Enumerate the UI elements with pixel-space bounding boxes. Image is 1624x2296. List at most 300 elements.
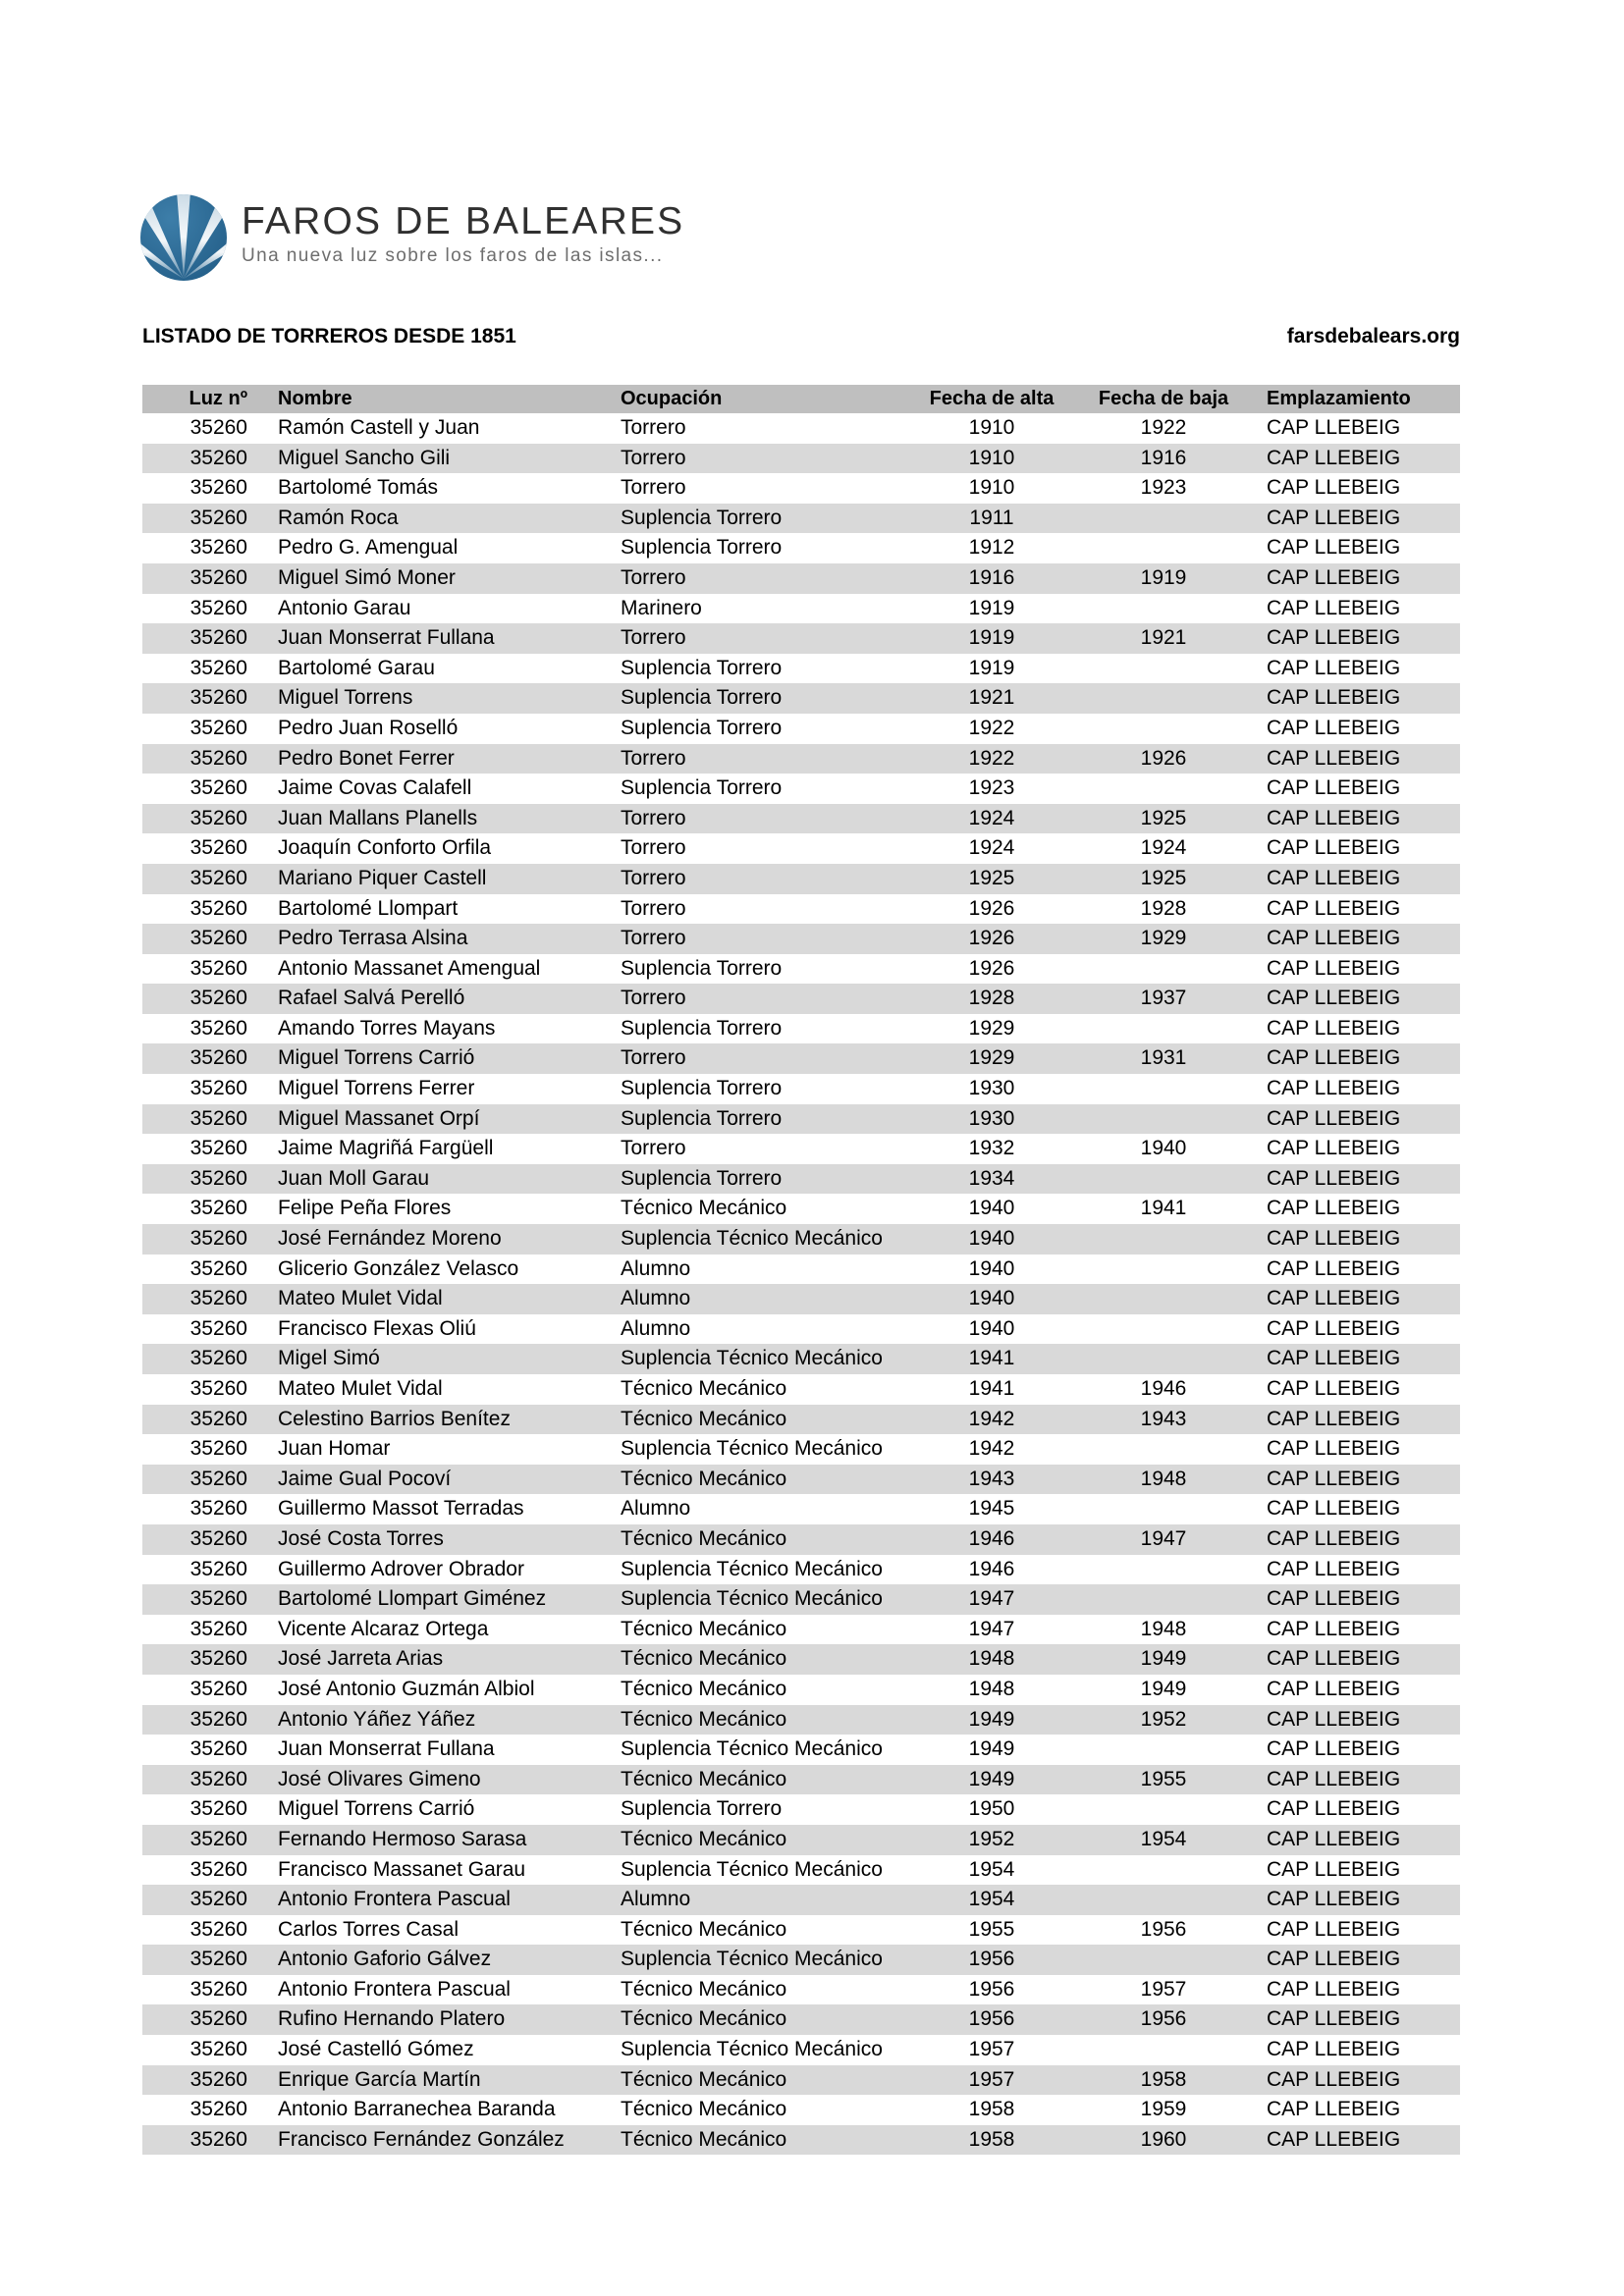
table-row [142,1074,1460,1104]
cell-lugar: CAP LLEBEIG [1267,1287,1401,1310]
cell-alta: 1940 [968,1316,1015,1340]
cell-alta: 1940 [968,1256,1015,1280]
cell-lugar: CAP LLEBEIG [1267,1046,1401,1070]
cell-ocupacion: Técnico Mecánico [621,1467,787,1490]
cell-ocupacion: Torrero [621,987,686,1010]
logo-text [242,194,684,267]
cell-ocupacion: Marinero [621,596,702,619]
cell-nombre: Juan Moll Garau [278,1166,430,1190]
cell-nombre: Miguel Torrens Carrió [278,1046,475,1070]
cell-luz: 35260 [189,776,247,800]
cell-alta: 1948 [968,1647,1015,1671]
cell-lugar: CAP LLEBEIG [1267,716,1401,739]
cell-nombre: Amando Torres Mayans [278,1016,496,1040]
cell-luz: 35260 [189,1888,247,1911]
cell-alta: 1954 [968,1888,1015,1911]
cell-baja [1060,2035,1267,2065]
cell-nombre: Pedro Juan Roselló [278,716,459,739]
cell-ocupacion: Suplencia Torrero [621,1016,783,1040]
cell-nombre: Pedro Bonet Ferrer [278,746,455,770]
table-row [142,864,1460,894]
cell-alta: 1912 [968,536,1015,560]
cell-ocupacion: Suplencia Técnico Mecánico [621,1227,883,1251]
cell-lugar: CAP LLEBEIG [1267,746,1401,770]
cell-luz: 35260 [189,1587,247,1611]
table-row [142,1284,1460,1314]
table-row [142,1104,1460,1135]
cell-alta: 1941 [968,1377,1015,1400]
cell-baja: 1960 [1140,2127,1187,2151]
column-header-emplazamiento: Emplazamiento [1267,385,1460,413]
cell-ocupacion: Torrero [621,1046,686,1070]
torreros-table [142,385,1460,2155]
table-body [142,413,1460,2155]
cell-ocupacion: Técnico Mecánico [621,1977,787,2001]
table-row [142,1765,1460,1795]
column-header-ocupacion: Ocupación [604,385,923,413]
cell-lugar: CAP LLEBEIG [1267,2038,1401,2061]
table-row [142,1134,1460,1164]
column-header-nombre: Nombre [265,385,604,413]
cell-nombre: Francisco Massanet Garau [278,1857,526,1881]
cell-baja: 1948 [1140,1467,1187,1490]
cell-lugar: CAP LLEBEIG [1267,1917,1401,1941]
cell-ocupacion: Torrero [621,626,686,650]
cell-lugar: CAP LLEBEIG [1267,1016,1401,1040]
cell-nombre: Enrique García Martín [278,2067,481,2091]
cell-luz: 35260 [189,1407,247,1430]
cell-lugar: CAP LLEBEIG [1267,1827,1401,1850]
cell-baja: 1956 [1140,2007,1187,2031]
cell-ocupacion: Suplencia Torrero [621,656,783,679]
cell-luz: 35260 [189,1016,247,1040]
cell-baja [1060,594,1267,624]
cell-ocupacion: Técnico Mecánico [621,1917,787,1941]
cell-ocupacion: Torrero [621,896,686,920]
cell-nombre: Vicente Alcaraz Ortega [278,1617,489,1640]
cell-lugar: CAP LLEBEIG [1267,1677,1401,1700]
cell-ocupacion: Suplencia Torrero [621,1166,783,1190]
logo [140,194,684,281]
cell-nombre: Mateo Mulet Vidal [278,1287,443,1310]
page-title: LISTADO DE TORREROS DESDE 1851 [142,325,516,347]
cell-nombre: Jaime Gual Pocoví [278,1467,452,1490]
cell-lugar: CAP LLEBEIG [1267,1617,1401,1640]
table-row [142,563,1460,594]
cell-alta: 1930 [968,1106,1015,1130]
table-row [142,1825,1460,1855]
table-row [142,1855,1460,1886]
cell-baja: 1949 [1140,1647,1187,1671]
cell-nombre: Rufino Hernando Platero [278,2007,506,2031]
cell-nombre: Miguel Torrens Carrió [278,1797,475,1821]
cell-baja [1060,504,1267,534]
cell-ocupacion: Torrero [621,836,686,860]
cell-baja: 1940 [1140,1137,1187,1160]
cell-luz: 35260 [189,626,247,650]
cell-alta: 1941 [968,1347,1015,1370]
cell-nombre: Miguel Simó Moner [278,565,456,589]
cell-baja [1060,1735,1267,1765]
cell-baja: 1919 [1140,565,1187,589]
cell-lugar: CAP LLEBEIG [1267,1437,1401,1461]
cell-ocupacion: Suplencia Torrero [621,686,783,710]
table-row [142,1975,1460,2005]
cell-alta: 1940 [968,1227,1015,1251]
cell-lugar: CAP LLEBEIG [1267,1707,1401,1731]
table-row [142,1374,1460,1405]
cell-ocupacion: Alumno [621,1316,691,1340]
cell-luz: 35260 [189,836,247,860]
table-row [142,954,1460,985]
cell-luz: 35260 [189,1077,247,1100]
cell-nombre: Antonio Frontera Pascual [278,1977,511,2001]
cell-ocupacion: Suplencia Torrero [621,1077,783,1100]
cell-baja [1060,1104,1267,1135]
cell-lugar: CAP LLEBEIG [1267,1106,1401,1130]
cell-luz: 35260 [189,1917,247,1941]
cell-lugar: CAP LLEBEIG [1267,1227,1401,1251]
table-row [142,774,1460,804]
table-row [142,444,1460,474]
table-header-row [142,385,1460,413]
cell-nombre: Francisco Fernández González [278,2127,565,2151]
cell-baja: 1925 [1140,866,1187,889]
table-row [142,1644,1460,1675]
table-row [142,1224,1460,1255]
table-row [142,1043,1460,1074]
cell-lugar: CAP LLEBEIG [1267,1377,1401,1400]
table-row [142,533,1460,563]
cell-luz: 35260 [189,1106,247,1130]
cell-baja: 1916 [1140,446,1187,469]
cell-lugar: CAP LLEBEIG [1267,956,1401,980]
table-row [142,1615,1460,1645]
cell-alta: 1949 [968,1767,1015,1790]
cell-luz: 35260 [189,2067,247,2091]
cell-ocupacion: Suplencia Torrero [621,716,783,739]
cell-lugar: CAP LLEBEIG [1267,626,1401,650]
cell-luz: 35260 [189,1467,247,1490]
cell-alta: 1940 [968,1197,1015,1220]
cell-baja: 1923 [1140,476,1187,500]
cell-lugar: CAP LLEBEIG [1267,565,1401,589]
cell-alta: 1921 [968,686,1015,710]
cell-lugar: CAP LLEBEIG [1267,866,1401,889]
cell-baja: 1946 [1140,1377,1187,1400]
cell-ocupacion: Técnico Mecánico [621,1707,787,1731]
cell-alta: 1923 [968,776,1015,800]
table-row [142,2095,1460,2125]
table-row [142,714,1460,744]
cell-lugar: CAP LLEBEIG [1267,1256,1401,1280]
cell-baja: 1947 [1140,1526,1187,1550]
lighthouse-beams-icon [140,194,227,281]
cell-baja: 1922 [1140,416,1187,439]
cell-luz: 35260 [189,1347,247,1370]
cell-luz: 35260 [189,1827,247,1850]
cell-lugar: CAP LLEBEIG [1267,806,1401,829]
cell-alta: 1911 [969,506,1014,529]
cell-nombre: Joaquín Conforto Orfila [278,836,492,860]
cell-baja: 1952 [1140,1707,1187,1731]
cell-luz: 35260 [189,987,247,1010]
cell-lugar: CAP LLEBEIG [1267,1888,1401,1911]
cell-lugar: CAP LLEBEIG [1267,536,1401,560]
cell-nombre: José Costa Torres [278,1526,444,1550]
table-row [142,1194,1460,1224]
cell-luz: 35260 [189,1287,247,1310]
cell-ocupacion: Alumno [621,1888,691,1911]
cell-luz: 35260 [189,716,247,739]
cell-luz: 35260 [189,927,247,950]
cell-baja [1060,1284,1267,1314]
cell-ocupacion: Suplencia Torrero [621,956,783,980]
cell-luz: 35260 [189,565,247,589]
cell-lugar: CAP LLEBEIG [1267,896,1401,920]
cell-alta: 1924 [968,806,1015,829]
cell-nombre: Pedro G. Amengual [278,536,459,560]
cell-alta: 1950 [968,1797,1015,1821]
table-row [142,1255,1460,1285]
table-row [142,413,1460,444]
cell-nombre: Rafael Salvá Perelló [278,987,465,1010]
cell-alta: 1910 [968,446,1015,469]
cell-baja: 1955 [1140,1767,1187,1790]
cell-alta: 1929 [968,1016,1015,1040]
cell-nombre: Francisco Flexas Oliú [278,1316,476,1340]
cell-luz: 35260 [189,746,247,770]
cell-lugar: CAP LLEBEIG [1267,1166,1401,1190]
cell-nombre: Bartolomé Llompart [278,896,459,920]
cell-ocupacion: Alumno [621,1287,691,1310]
cell-luz: 35260 [189,446,247,469]
cell-baja: 1941 [1140,1197,1187,1220]
table-row [142,1945,1460,1975]
cell-lugar: CAP LLEBEIG [1267,836,1401,860]
cell-nombre: José Olivares Gimeno [278,1767,481,1790]
cell-luz: 35260 [189,1857,247,1881]
cell-luz: 35260 [189,1977,247,2001]
cell-luz: 35260 [189,1197,247,1220]
cell-lugar: CAP LLEBEIG [1267,1857,1401,1881]
table-row [142,654,1460,684]
cell-luz: 35260 [189,2007,247,2031]
cell-baja: 1943 [1140,1407,1187,1430]
cell-ocupacion: Suplencia Técnico Mecánico [621,1948,883,1971]
cell-alta: 1924 [968,836,1015,860]
table-row [142,1524,1460,1555]
cell-lugar: CAP LLEBEIG [1267,686,1401,710]
cell-baja: 1925 [1140,806,1187,829]
cell-baja [1060,1855,1267,1886]
cell-alta: 1949 [968,1737,1015,1761]
cell-lugar: CAP LLEBEIG [1267,476,1401,500]
cell-baja [1060,1885,1267,1915]
cell-nombre: Miguel Torrens Ferrer [278,1077,475,1100]
cell-nombre: Glicerio González Velasco [278,1256,519,1280]
cell-nombre: Antonio Yáñez Yáñez [278,1707,476,1731]
cell-lugar: CAP LLEBEIG [1267,1497,1401,1521]
cell-luz: 35260 [189,956,247,980]
cell-baja: 1929 [1140,927,1187,950]
cell-nombre: Antonio Garau [278,596,411,619]
cell-luz: 35260 [189,1707,247,1731]
cell-ocupacion: Torrero [621,476,686,500]
cell-alta: 1925 [968,866,1015,889]
cell-nombre: Jaime Magriñá Fargüell [278,1137,494,1160]
cell-alta: 1947 [968,1617,1015,1640]
cell-alta: 1928 [968,987,1015,1010]
table-row [142,1164,1460,1195]
table-row [142,833,1460,864]
cell-alta: 1934 [968,1166,1015,1190]
table-row [142,1675,1460,1705]
table-row [142,2125,1460,2156]
table-row [142,1555,1460,1585]
cell-nombre: Bartolomé Tomás [278,476,439,500]
cell-alta: 1919 [968,656,1015,679]
cell-lugar: CAP LLEBEIG [1267,2067,1401,2091]
cell-nombre: Carlos Torres Casal [278,1917,460,1941]
cell-ocupacion: Suplencia Torrero [621,536,783,560]
cell-lugar: CAP LLEBEIG [1267,1797,1401,1821]
cell-alta: 1942 [968,1437,1015,1461]
cell-alta: 1952 [968,1827,1015,1850]
table-row [142,1735,1460,1765]
cell-alta: 1946 [968,1557,1015,1580]
cell-lugar: CAP LLEBEIG [1267,1977,1401,2001]
cell-baja [1060,954,1267,985]
table-row [142,1014,1460,1044]
cell-alta: 1926 [968,956,1015,980]
table-row [142,894,1460,925]
cell-nombre: Migel Simó [278,1347,380,1370]
cell-baja: 1937 [1140,987,1187,1010]
column-header-fecha-alta: Fecha de alta [923,385,1060,413]
table-row [142,2035,1460,2065]
cell-luz: 35260 [189,1557,247,1580]
website-text: farsdebalears.org [1286,325,1460,347]
cell-ocupacion: Suplencia Técnico Mecánico [621,2038,883,2061]
table-row [142,1584,1460,1615]
cell-baja [1060,1344,1267,1374]
cell-baja: 1954 [1140,1827,1187,1850]
cell-alta: 1957 [968,2038,1015,2061]
cell-alta: 1956 [968,1977,1015,2001]
cell-luz: 35260 [189,416,247,439]
cell-ocupacion: Técnico Mecánico [621,2007,787,2031]
table-row [142,984,1460,1014]
cell-alta: 1943 [968,1467,1015,1490]
cell-lugar: CAP LLEBEIG [1267,1737,1401,1761]
column-header-luz: Luz nº [142,385,265,413]
cell-baja: 1949 [1140,1677,1187,1700]
cell-nombre: Mateo Mulet Vidal [278,1377,443,1400]
cell-luz: 35260 [189,896,247,920]
cell-lugar: CAP LLEBEIG [1267,1407,1401,1430]
cell-lugar: CAP LLEBEIG [1267,776,1401,800]
cell-baja [1060,774,1267,804]
cell-nombre: Bartolomé Garau [278,656,435,679]
cell-nombre: Miguel Torrens [278,686,413,710]
cell-ocupacion: Torrero [621,866,686,889]
cell-nombre: Ramón Castell y Juan [278,416,480,439]
cell-lugar: CAP LLEBEIG [1267,987,1401,1010]
cell-nombre: Antonio Massanet Amengual [278,956,541,980]
cell-lugar: CAP LLEBEIG [1267,1948,1401,1971]
cell-luz: 35260 [189,1677,247,1700]
cell-baja: 1931 [1140,1046,1187,1070]
cell-alta: 1956 [968,2007,1015,2031]
cell-nombre: Felipe Peña Flores [278,1197,452,1220]
cell-ocupacion: Suplencia Técnico Mecánico [621,1437,883,1461]
cell-nombre: Juan Homar [278,1437,391,1461]
cell-ocupacion: Técnico Mecánico [621,2098,787,2121]
table-row [142,924,1460,954]
cell-ocupacion: Técnico Mecánico [621,1407,787,1430]
cell-luz: 35260 [189,1377,247,1400]
cell-alta: 1958 [968,2098,1015,2121]
table-row [142,683,1460,714]
table-row [142,2065,1460,2096]
cell-ocupacion: Suplencia Torrero [621,506,783,529]
table-row [142,744,1460,774]
cell-baja [1060,1255,1267,1285]
cell-luz: 35260 [189,536,247,560]
cell-ocupacion: Técnico Mecánico [621,1647,787,1671]
cell-baja [1060,1794,1267,1825]
cell-nombre: Pedro Terrasa Alsina [278,927,468,950]
cell-lugar: CAP LLEBEIG [1267,1137,1401,1160]
cell-baja [1060,683,1267,714]
cell-lugar: CAP LLEBEIG [1267,1316,1401,1340]
cell-lugar: CAP LLEBEIG [1267,446,1401,469]
logo-subtitle: Una nueva luz sobre los faros de las islas... [242,244,664,266]
cell-alta: 1956 [968,1948,1015,1971]
cell-baja: 1926 [1140,746,1187,770]
cell-luz: 35260 [189,1137,247,1160]
cell-nombre: Miguel Massanet Orpí [278,1106,480,1130]
cell-luz: 35260 [189,1316,247,1340]
cell-lugar: CAP LLEBEIG [1267,1587,1401,1611]
cell-lugar: CAP LLEBEIG [1267,2127,1401,2151]
cell-ocupacion: Técnico Mecánico [621,1197,787,1220]
cell-baja: 1921 [1140,626,1187,650]
cell-baja [1060,1074,1267,1104]
cell-alta: 1910 [968,416,1015,439]
cell-luz: 35260 [189,1767,247,1790]
cell-alta: 1947 [968,1587,1015,1611]
cell-nombre: Ramón Roca [278,506,399,529]
table-row [142,804,1460,834]
cell-luz: 35260 [189,1227,247,1251]
table-row [142,1705,1460,1735]
cell-alta: 1942 [968,1407,1015,1430]
cell-ocupacion: Torrero [621,746,686,770]
cell-luz: 35260 [189,2127,247,2151]
table-row [142,594,1460,624]
cell-baja: 1924 [1140,836,1187,860]
cell-baja [1060,1945,1267,1975]
cell-alta: 1922 [968,716,1015,739]
document-header [142,325,1460,348]
column-header-fecha-baja: Fecha de baja [1060,385,1267,413]
cell-ocupacion: Técnico Mecánico [621,1617,787,1640]
cell-alta: 1922 [968,746,1015,770]
table-row [142,504,1460,534]
cell-lugar: CAP LLEBEIG [1267,1647,1401,1671]
